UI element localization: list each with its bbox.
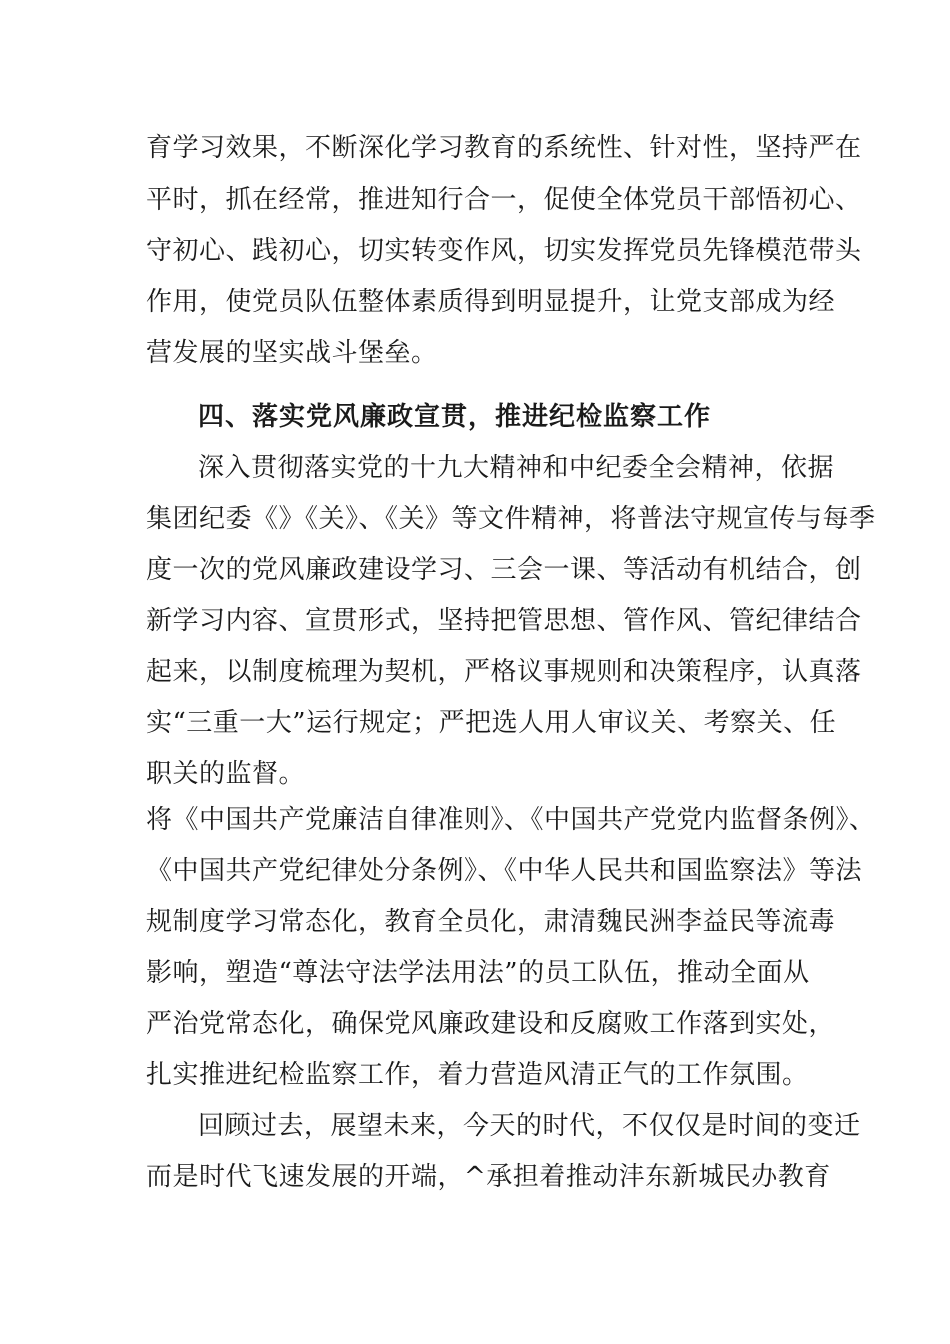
- paragraph-3-line-2: 《中国共产党纪律处分条例》、《中华人民共和国监察法》等法: [146, 856, 863, 886]
- paragraph-1-line-4: 作用，使党员队伍整体素质得到明显提升，让党支部成为经: [146, 287, 836, 317]
- paragraph-1-line-3: 守初心、践初心，切实转变作风，切实发挥党员先锋模范带头: [146, 236, 862, 266]
- paragraph-3-line-1: 将《中国共产党廉洁自律准则》、《中国共产党党内监督条例》、: [146, 805, 876, 835]
- paragraph-1-line-2: 平时，抓在经常，推进知行合一，促使全体党员干部悟初心、: [146, 185, 862, 215]
- paragraph-2-line-7: 职关的监督。: [146, 759, 306, 789]
- paragraph-1-line-5: 营发展的坚实战斗堡垒。: [146, 338, 438, 368]
- paragraph-2-line-4: 新学习内容、宣贯形式，坚持把管思想、管作风、管纪律结合: [146, 606, 862, 636]
- paragraph-3-line-6: 扎实推进纪检监察工作，着力营造风清正气的工作氛围。: [146, 1060, 809, 1090]
- paragraph-4-line-1: 回顾过去，展望未来，今天的时代，不仅仅是时间的变迁: [198, 1111, 861, 1141]
- paragraph-2-line-3: 度一次的党风廉政建设学习、三会一课、等活动有机结合，创: [146, 555, 862, 585]
- paragraph-3-line-5: 严治党常态化，确保党风廉政建设和反腐败工作落到实处，: [146, 1009, 836, 1039]
- paragraph-2-line-6: 实“三重一大”运行规定；严把选人用人审议关、考察关、任: [146, 708, 837, 738]
- paragraph-2-line-1: 深入贯彻落实党的十九大精神和中纪委全会精神，依据: [198, 453, 835, 483]
- section-heading: 四、落实党风廉政宣贯，推进纪检监察工作: [198, 402, 712, 432]
- paragraph-3-line-4: 影响，塑造“尊法守法学法用法”的员工队伍，推动全面从: [146, 958, 810, 988]
- paragraph-2-line-5: 起来，以制度梳理为契机，严格议事规则和决策程序，认真落: [146, 657, 862, 687]
- paragraph-4-line-2: 而是时代飞速发展的开端，^承担着推动沣东新城民办教育: [146, 1162, 831, 1192]
- paragraph-1-line-1: 育学习效果，不断深化学习教育的系统性、针对性，坚持严在: [146, 133, 862, 163]
- paragraph-2-line-2: 集团纪委《》《关》、《关》等文件精神，将普法守规宣传与每季: [146, 504, 876, 534]
- paragraph-3-line-3: 规制度学习常态化，教育全员化，肃清魏民洲李益民等流毒: [146, 907, 836, 937]
